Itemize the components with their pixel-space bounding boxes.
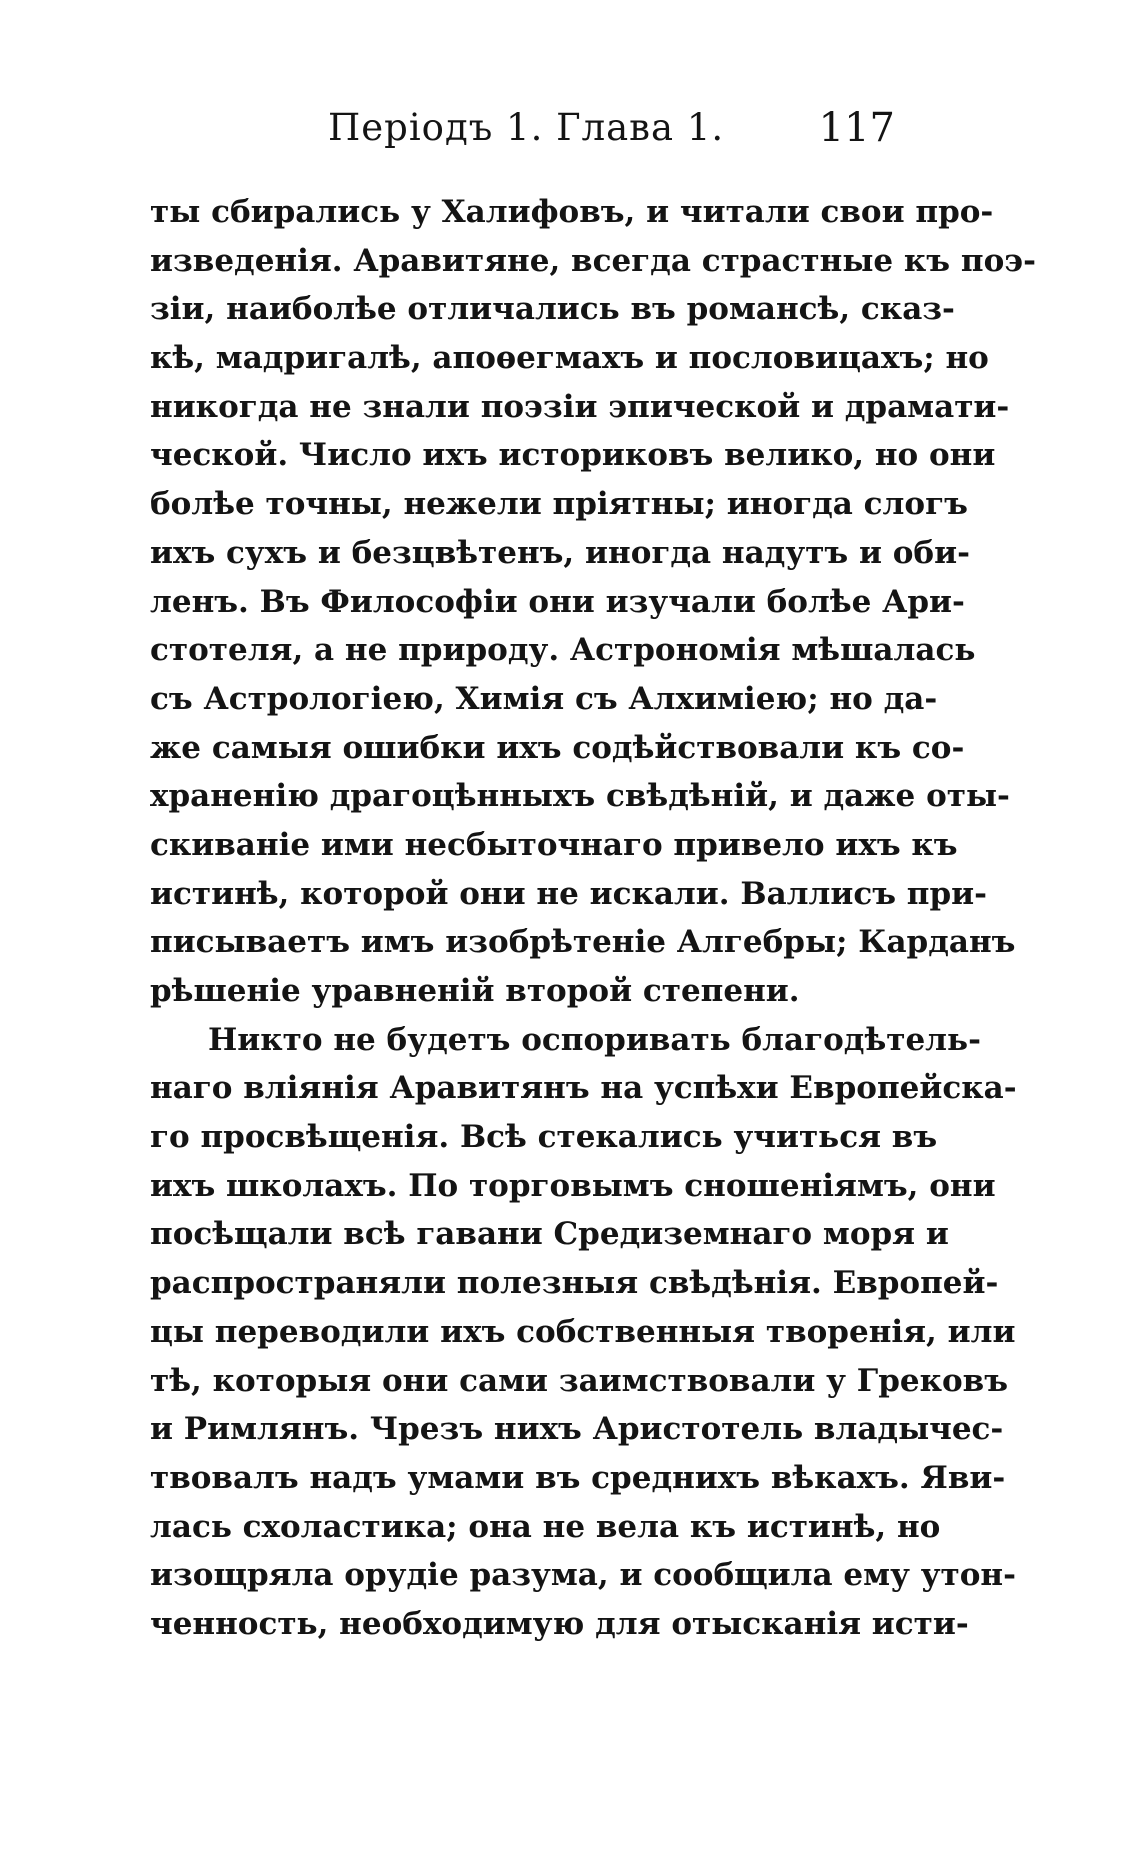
- text-line: ихъ школахъ. По торговымъ сношеніямъ, они: [150, 1167, 996, 1204]
- text-line: распространяли полезныя свѣдѣнія. Европей-: [150, 1265, 999, 1302]
- running-head: [150, 98, 895, 158]
- text-line: рѣшеніе уравненій второй степени.: [150, 973, 800, 1009]
- text-line: наго вліянія Аравитянъ на успѣхи Европейска-: [150, 1070, 1017, 1107]
- text-line: ты сбирались у Халифовъ, и читали свои про-: [150, 194, 994, 230]
- text-line: зіи, наиболѣе отличались въ романсѣ, сказ-: [150, 291, 955, 328]
- text-line: стотеля, а не природу. Астрономія мѣшалась: [150, 632, 976, 669]
- text-block: [150, 188, 1036, 1649]
- text-line: писываетъ имъ изобрѣтеніе Алгебры; Карданъ: [150, 924, 1016, 961]
- text-line: ихъ сухъ и безцвѣтенъ, иногда надутъ и оби-: [150, 534, 970, 571]
- page-number: 117: [818, 105, 895, 151]
- text-line: лась схоластика; она не вела къ истинѣ, но: [150, 1508, 941, 1545]
- text-line: твовалъ надъ умами въ среднихъ вѣкахъ. Яви-: [150, 1459, 1006, 1496]
- text-line: тѣ, которыя они сами заимствовали у Грековъ: [150, 1362, 1008, 1399]
- text-line: съ Астрологіею, Химія съ Алхиміею; но да-: [150, 680, 938, 717]
- text-line: никогда не знали поэзіи эпической и драмати-: [150, 388, 1010, 425]
- paragraph-1: [150, 188, 1036, 1016]
- text-line: цы переводили ихъ собственныя творенія, или: [150, 1313, 1016, 1350]
- text-line: посѣщали всѣ гавани Средиземнаго моря и: [150, 1216, 949, 1253]
- text-line: болѣе точны, нежели пріятны; иногда слогъ: [150, 486, 968, 523]
- text-line: изощряла орудіе разума, и сообщила ему утон-: [150, 1557, 1016, 1594]
- text-line: скиваніе ими несбыточнаго привело ихъ къ: [150, 826, 958, 863]
- text-line: ческой. Число ихъ историковъ велико, но они: [150, 437, 996, 474]
- text-line: Никто не будетъ оспоривать благодѣтель-: [208, 1021, 981, 1058]
- text-line: же самыя ошибки ихъ содѣйствовали къ со-: [150, 729, 965, 766]
- text-line: го просвѣщенія. Всѣ стекались учиться въ: [150, 1119, 938, 1156]
- text-line: изведенія. Аравитяне, всегда страстные къ поэ-: [150, 242, 1036, 279]
- text-line: ченность, необходимую для отысканія исти-: [150, 1605, 969, 1642]
- text-line: кѣ, мадригалѣ, апоѳегмахъ и пословицахъ; но: [150, 340, 989, 377]
- text-line: храненію драгоцѣнныхъ свѣдѣній, и даже оты-: [150, 778, 1010, 815]
- running-title: Періодъ 1. Глава 1.: [328, 106, 725, 149]
- text-line: ленъ. Въ Философіи они изучали болѣе Ари-: [150, 583, 965, 620]
- text-line: и Римлянъ. Чрезъ нихъ Аристотель владычес-: [150, 1411, 1004, 1448]
- paragraph-2: [150, 1016, 1017, 1649]
- text-line: истинѣ, которой они не искали. Валлисъ при-: [150, 875, 988, 912]
